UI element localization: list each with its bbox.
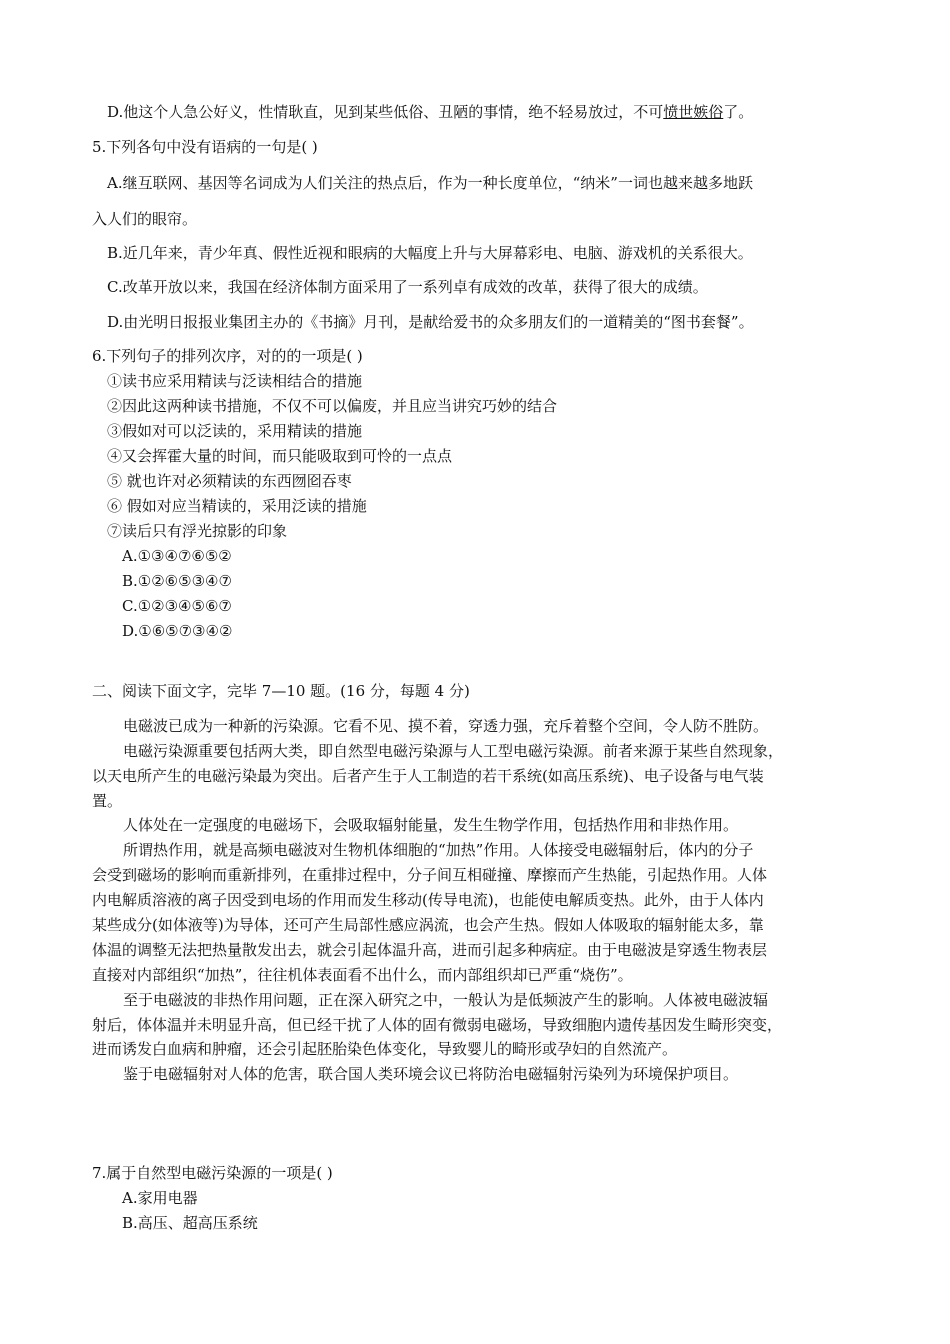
q6-item-7: ⑦读后只有浮光掠影的印象 — [107, 522, 288, 540]
passage-line: 鉴于电磁辐射对人体的危害，联合国人类环境会议已将防治电磁辐射污染列为环境保护项目。 — [123, 1065, 739, 1083]
q6-item-5: ⑤ 就也许对必须精读的东西囫囵吞枣 — [107, 472, 352, 490]
q5-option-a-line1: A.继互联网、基因等名词成为人们关注的热点后，作为一种长度单位，“纳米”一词也越来越多地跃 — [107, 174, 753, 192]
passage-line: 直接对内部组织“加热”，往往机体表面看不出什么，而内部组织却已严重“烧伤”。 — [92, 966, 633, 984]
passage-line: 电磁波已成为一种新的污染源。它看不见、摸不着，穿透力强，充斥着整个空间，令人防不胜防。 — [123, 717, 769, 735]
q4-option-d-underlined-phrase: 愤世嫉俗 — [663, 103, 724, 121]
q6-item-1: ①读书应采用精读与泛读相结合的措施 — [107, 372, 363, 390]
passage-line: 体温的调整无法把热量散发出去，就会引起体温升高，进而引起多种病症。由于电磁波是穿透生物表层 — [92, 941, 768, 959]
section2-heading: 二、阅读下面文字，完毕 7—10 题。(16 分，每题 4 分) — [92, 682, 470, 700]
passage-line: 某些成分(如体液等)为导体，还可产生局部性感应涡流，也会产生热。假如人体吸取的辐射能太多，靠 — [92, 916, 764, 934]
q6-option-c: C.①②③④⑤⑥⑦ — [122, 597, 232, 615]
passage-line: 会受到磁场的影响而重新排列，在重排过程中，分子间互相碰撞、摩擦而产生热能，引起热作用。人体 — [92, 866, 768, 884]
q6-option-a: A.①③④⑦⑥⑤② — [122, 547, 232, 565]
q6-option-b: B.①②⑥⑤③④⑦ — [122, 572, 232, 590]
q5-option-b: B.近几年来，青少年真、假性近视和眼病的大幅度上升与大屏幕彩电、电脑、游戏机的关系很大。 — [107, 244, 753, 262]
q5-option-c: C.改革开放以来，我国在经济体制方面采用了一系列卓有成效的改革，获得了很大的成绩。 — [107, 278, 708, 296]
q6-item-2: ②因此这两种读书措施，不仅不可以偏废，并且应当讲究巧妙的结合 — [107, 397, 558, 415]
q6-item-4: ④又会挥霍大量的时间，而只能吸取到可怜的一点点 — [107, 447, 453, 465]
passage-line: 置。 — [92, 792, 123, 810]
q5-stem: 5.下列各句中没有语病的一句是( ) — [92, 138, 318, 156]
passage-line: 至于电磁波的非热作用问题，正在深入研究之中，一般认为是低频波产生的影响。人体被电磁波辐 — [123, 991, 769, 1009]
passage-line: 人体处在一定强度的电磁场下，会吸取辐射能量，发生生物学作用，包括热作用和非热作用。 — [123, 816, 739, 834]
passage-line: 射后，体体温并未明显升高，但已经干扰了人体的固有微弱电磁场，导致细胞内遗传基因发生畸形突变， — [92, 1016, 783, 1034]
q6-item-3: ③假如对可以泛读的，采用精读的措施 — [107, 422, 363, 440]
q6-option-d: D.①⑥⑤⑦③④② — [122, 622, 233, 640]
q7-option-b: B.高压、超高压系统 — [122, 1214, 258, 1232]
q4-option-d-text: D.他这个人急公好义，性情耿直，见到某些低俗、丑陋的事情，绝不轻易放过，不可 — [107, 103, 664, 121]
q4-option-d — [107, 102, 753, 122]
passage-line: 电磁污染源重要包括两大类，即自然型电磁污染源与人工型电磁污染源。前者来源于某些自然现象， — [123, 742, 784, 760]
q5-option-d: D.由光明日报报业集团主办的《书摘》月刊，是献给爱书的众多朋友们的一道精美的“图书套餐”。 — [107, 313, 754, 331]
q6-stem: 6.下列句子的排列次序，对的的一项是( ) — [92, 347, 363, 365]
q5-option-a-line2: 入人们的眼帘。 — [92, 210, 198, 228]
q6-item-6: ⑥ 假如对应当精读的，采用泛读的措施 — [107, 497, 367, 515]
passage-line: 内电解质溶液的离子因受到电场的作用而发生移动(传导电流)，也能使电解质变热。此外，由于人体内 — [92, 891, 764, 909]
q4-option-d-suffix: 了。 — [723, 103, 754, 121]
passage-line: 以天电所产生的电磁污染最为突出。后者产生于人工制造的若干系统(如高压系统)、电子设备与电气装 — [92, 767, 764, 785]
q7-stem: 7.属于自然型电磁污染源的一项是( ) — [92, 1164, 333, 1182]
passage-line: 进而诱发白血病和肿瘤，还会引起胚胎染色体变化，导致婴儿的畸形或孕妇的自然流产。 — [92, 1040, 678, 1058]
passage-line: 所谓热作用，就是高频电磁波对生物机体细胞的“加热”作用。人体接受电磁辐射后，体内的分子 — [123, 841, 754, 859]
q7-option-a: A.家用电器 — [122, 1189, 198, 1207]
